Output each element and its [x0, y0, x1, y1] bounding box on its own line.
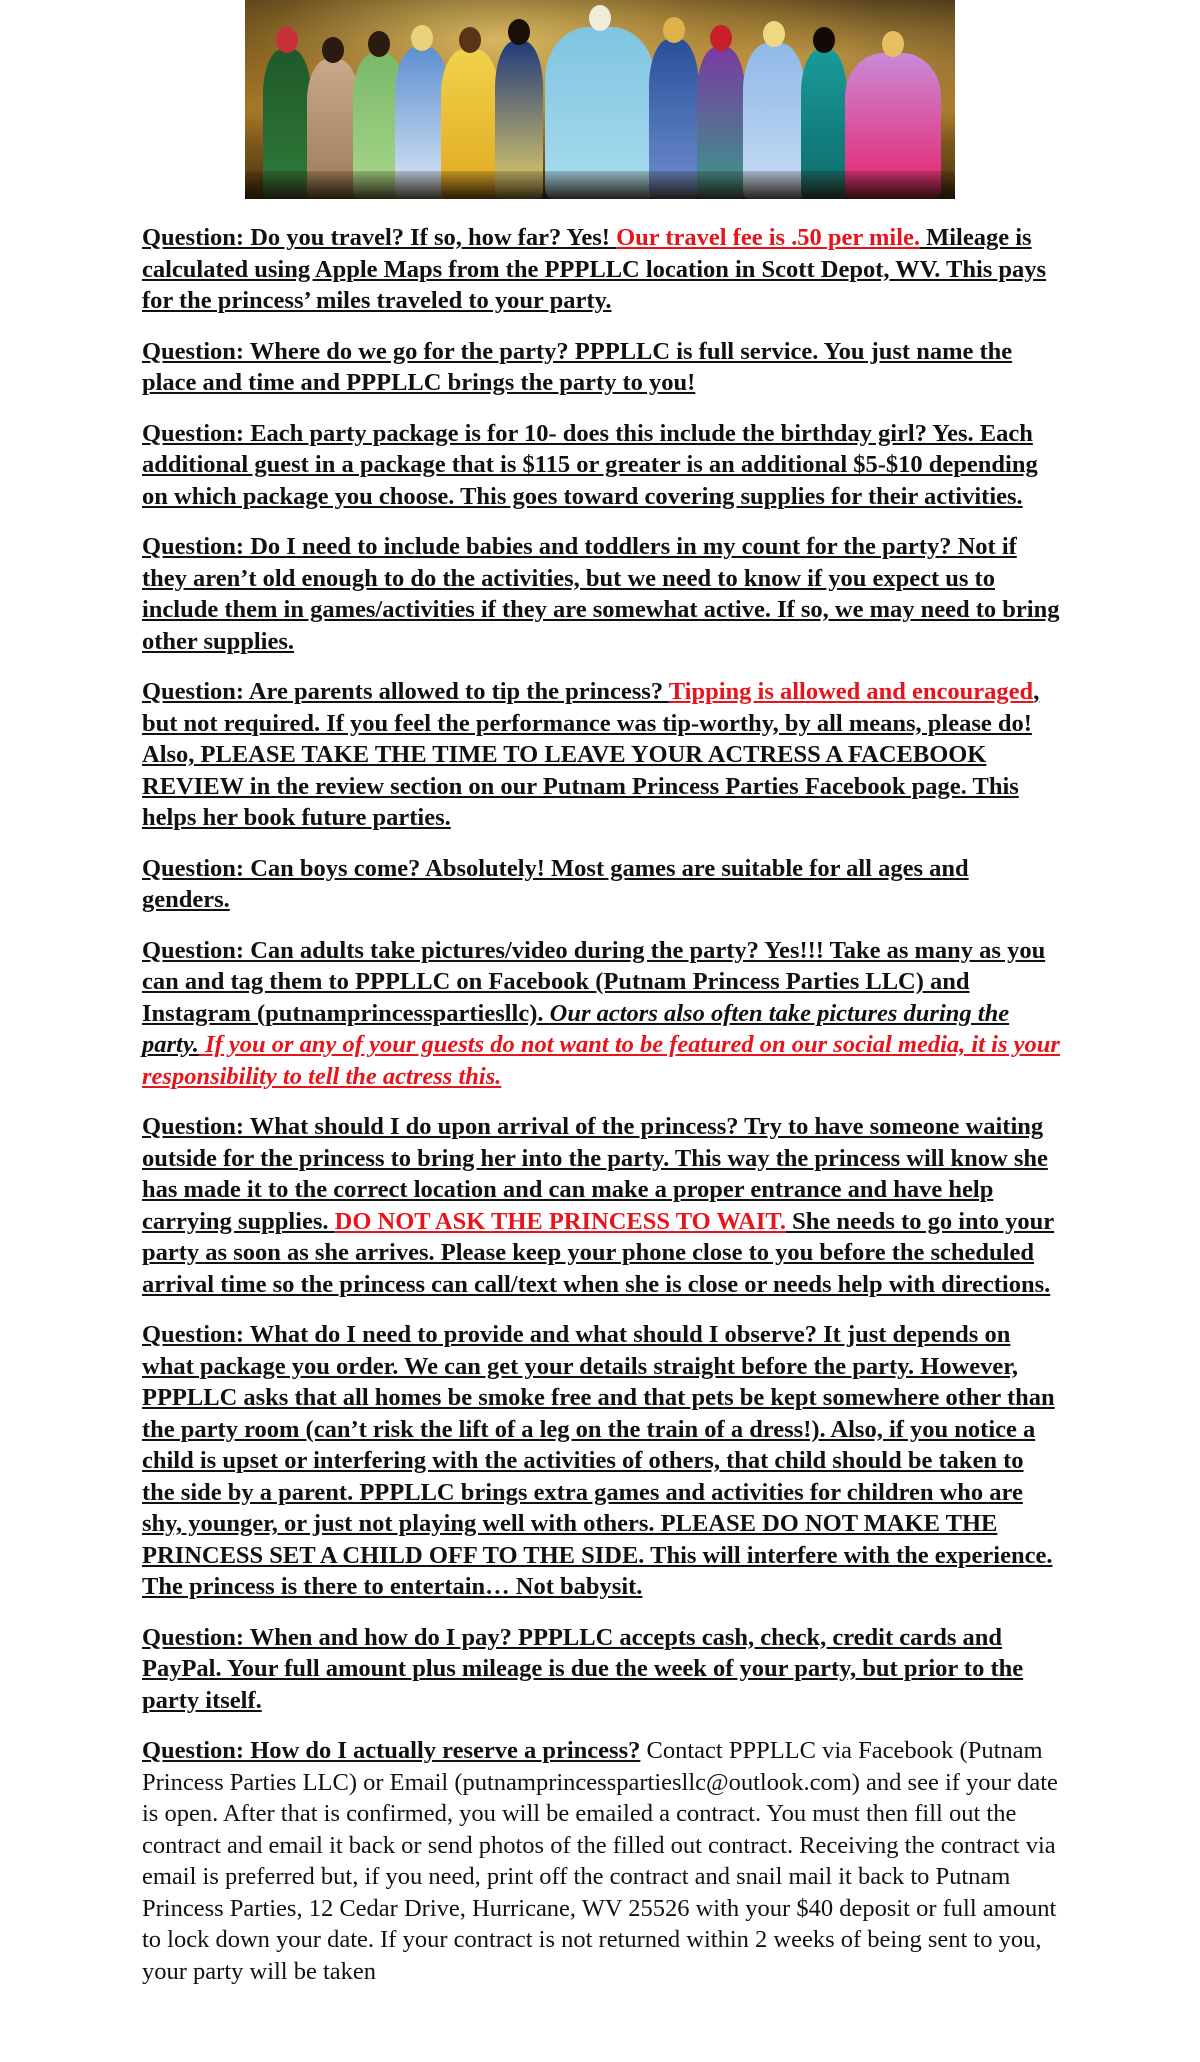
faq-item-arrival: Question: What should I do upon arrival of the princess? Try to have someone waiting outside for the princess to bring her into the party. This way the princess will know she has made it to the correct location and can make a proper entrance and have help carrying supplies. DO NOT ASK THE PRINCESS TO WAIT. She needs to go into your party as soon as she arrives. Please keep your phone close to you before the scheduled arrival time so the princess can call/text when she is close or needs help with directions.: [142, 1113, 1055, 1298]
faq-item-babies: Question: Do I need to include babies and toddlers in my count for the party? Not if they aren’t old enough to do the activities, but we need to know if you expect us to include them in games/activities if they are somewhat active. If so, we may need to bring other supplies.: [142, 533, 1060, 655]
faq-content: [142, 222, 1062, 2006]
faq-item-reserve: Question: How do I actually reserve a princess? Contact PPPLLC via Facebook (Putnam Princess Parties LLC) or Email (putnamprincesspartiesllc@outlook.com) and see if your date is open. After that is confirmed, you will be emailed a contract. You must then fill out the contract and email it back or send photos of the filled out contract. Receiving the contract via email is preferred but, if you need, print off the contract and snail mail it back to Putnam Princess Parties, 12 Cedar Drive, Hurricane, WV 25526 with your $40 deposit or full amount to lock down your date. If your contract is not returned within 2 weeks of being sent to you, your party will be taken: [142, 1737, 1058, 1985]
faq-item-tipping: Question: Are parents allowed to tip the princess? Tipping is allowed and encouraged, but not required. If you feel the performance was tip-worthy, by all means, please do! Also, PLEASE TAKE THE TIME TO LEAVE YOUR ACTRESS A FACEBOOK REVIEW in the review section on our Putnam Princess Parties Facebook page. This helps her book future parties.: [142, 678, 1040, 831]
faq-item-package-size: Question: Each party package is for 10- does this include the birthday girl? Yes. Each additional guest in a package that is $115 or greater is an additional $5-$10 depending on which package you choose. This goes toward covering supplies for their activities.: [142, 419, 1038, 510]
faq-item-boys: Question: Can boys come? Absolutely! Most games are suitable for all ages and genders.: [142, 854, 969, 913]
princess-banner-image: [245, 0, 955, 199]
faq-item-travel: Question: Do you travel? If so, how far? Yes! Our travel fee is .50 per mile. Mileage is calculated using Apple Maps from the PPPLLC location in Scott Depot, WV. This pays for the princess’ miles traveled to your party.: [142, 224, 1047, 314]
faq-item-payment: Question: When and how do I pay? PPPLLC accepts cash, check, credit cards and PayPal. Your full amount plus mileage is due the week of your party, but prior to the party itself.: [142, 1623, 1024, 1714]
faq-item-pictures: Question: Can adults take pictures/video during the party? Yes!!! Take as many as you can and tag them to PPPLLC on Facebook (Putnam Princess Parties LLC) and Instagram (putnamprincesspartiesllc). Our actors also often take pictures during the party. If you or any of your guests do not want to be featured on our social media, it is your responsibility to tell the actress this.: [142, 936, 1060, 1090]
banner-floor: [245, 171, 955, 199]
faq-item-provide: Question: What do I need to provide and what should I observe? It just depends on what package you order. We can get your details straight before the party. However, PPPLLC asks that all homes be smoke free and that pets be kept somewhere other than the party room (can’t risk the lift of a leg on the train of a dress!). Also, if you notice a child is upset or interfering with the activities of others, that child should be taken to the side by a parent. PPPLLC brings extra games and activities for children who are shy, younger, or just not playing well with others. PLEASE DO NOT MAKE THE PRINCESS SET A CHILD OFF TO THE SIDE. This will interfere with the experience. The princess is there to entertain… Not babysit.: [142, 1321, 1055, 1600]
faq-item-location: Question: Where do we go for the party? PPPLLC is full service. You just name the place and time and PPPLLC brings the party to you!: [142, 337, 1013, 396]
